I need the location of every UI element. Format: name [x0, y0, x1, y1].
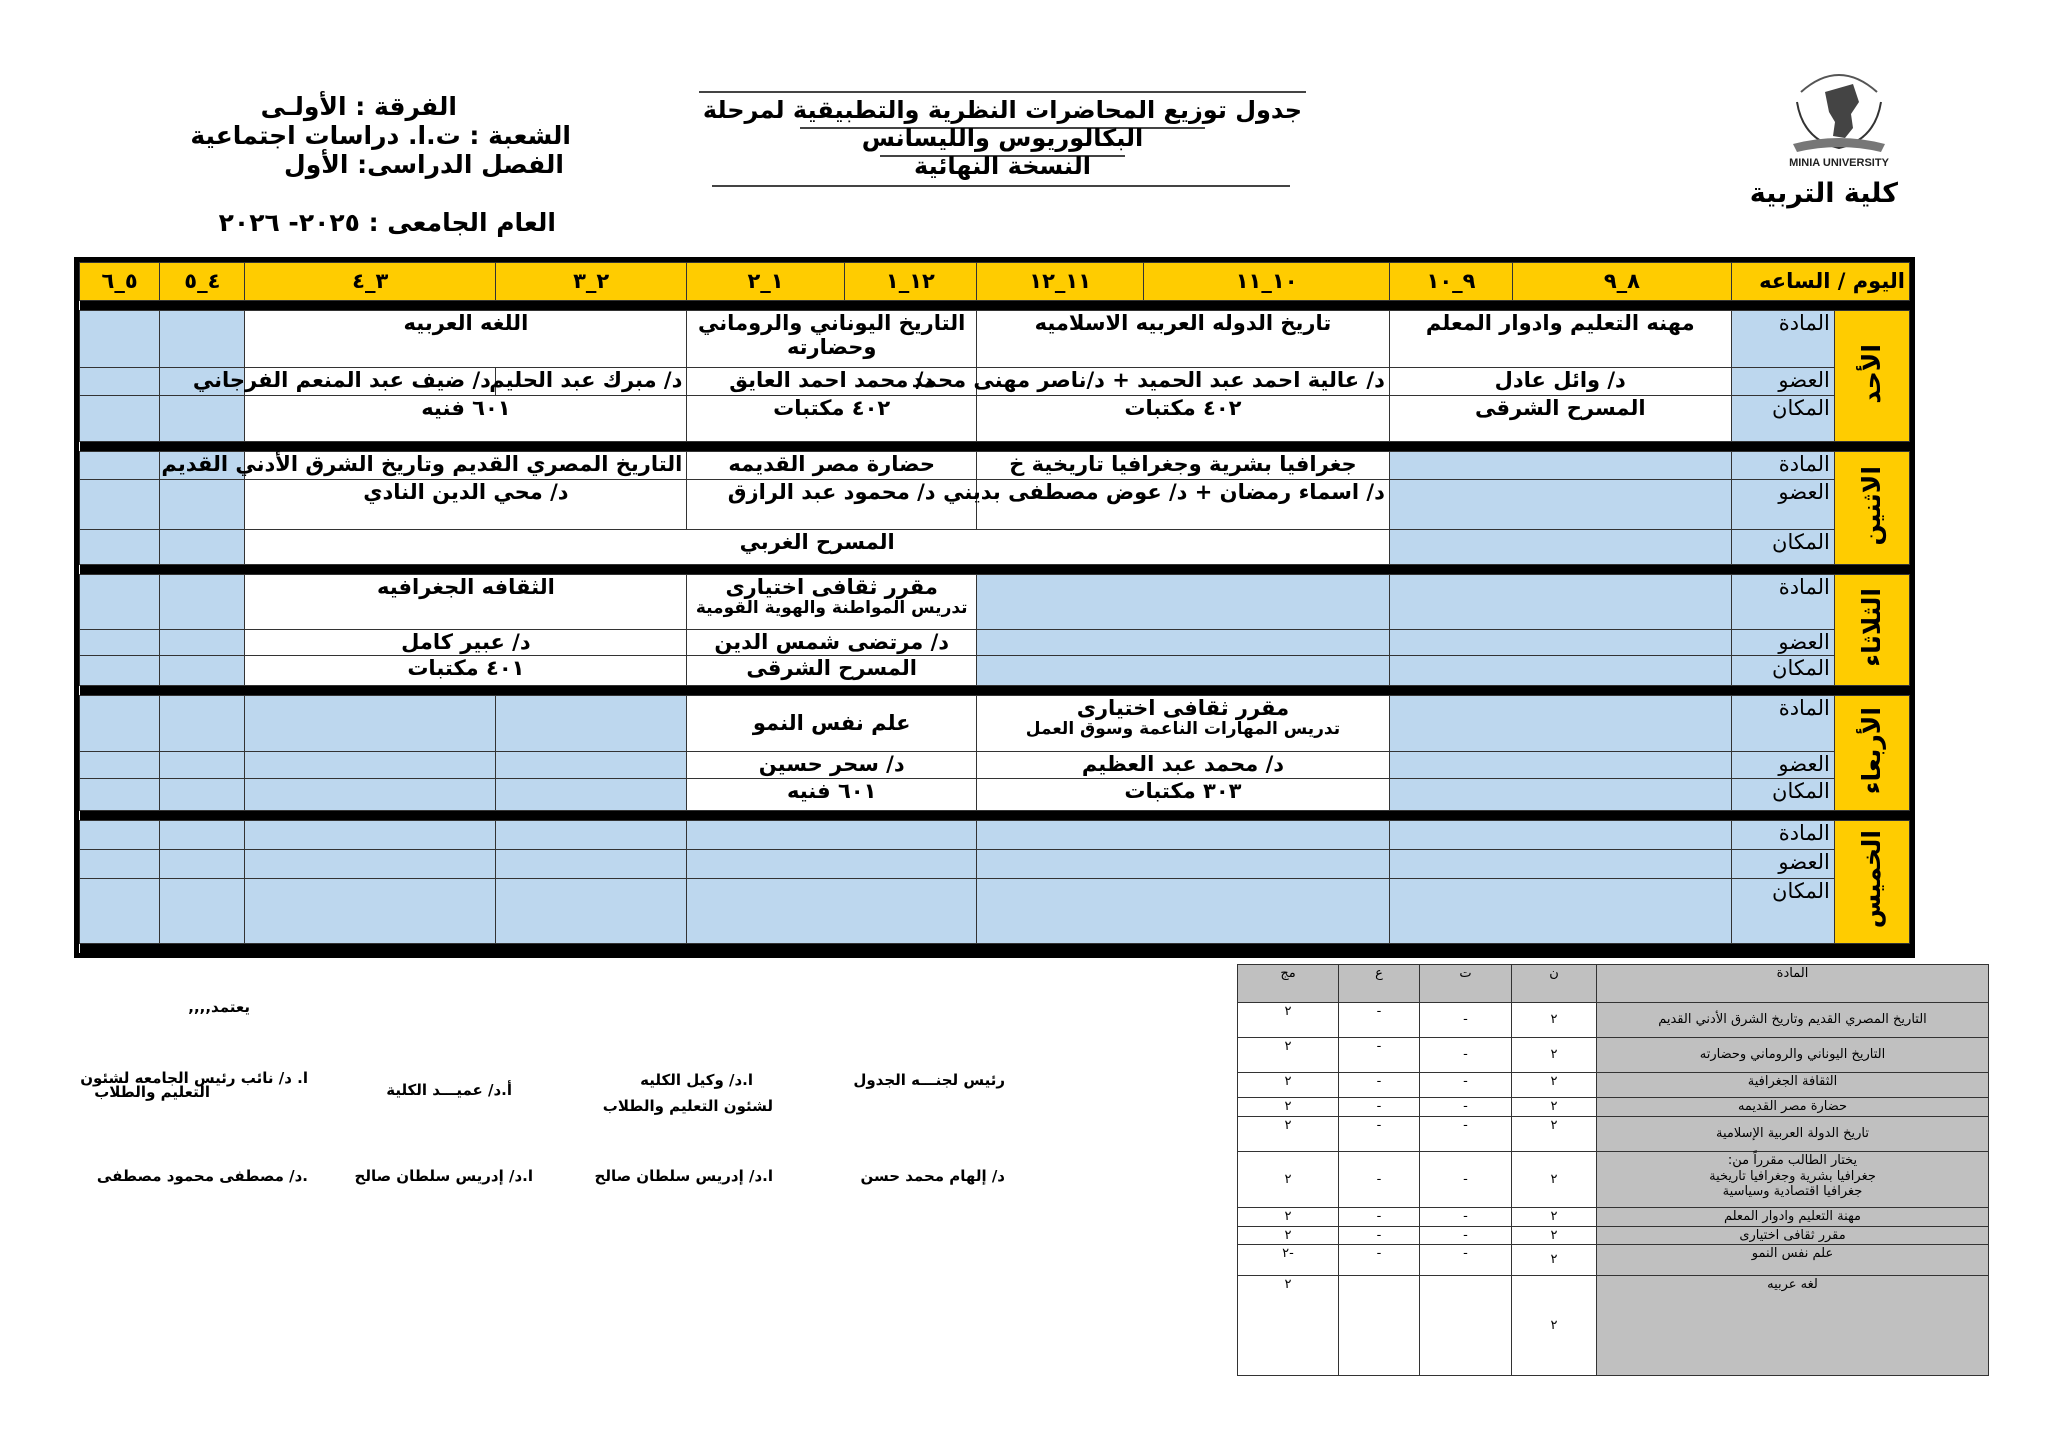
column-header: ن — [1512, 965, 1597, 1003]
credit-value — [1420, 1276, 1512, 1376]
subject-line: مقرر ثقافى اختيارى — [725, 575, 938, 599]
credit-value: - — [1339, 1152, 1420, 1208]
signature-title: التعليم والطلاب — [94, 1083, 210, 1101]
credit-subject: لغه عربيه — [1597, 1276, 1989, 1376]
slot-header: ٣_٤ — [245, 263, 496, 301]
row-label: المادة — [1731, 821, 1834, 850]
table-row — [1238, 1208, 1989, 1227]
class-subject — [687, 575, 977, 630]
empty-slot — [160, 396, 245, 442]
credit-subject: علم نفس النمو — [1597, 1245, 1989, 1276]
tuesday-subject-row — [80, 575, 1910, 630]
credit-value: - — [1420, 1245, 1512, 1276]
empty-slot — [80, 821, 160, 850]
table-row — [1238, 1003, 1989, 1038]
class-subject: علم نفس النمو — [687, 696, 977, 752]
class-subject: الثقافه الجغرافيه — [245, 575, 687, 630]
class-place: ٦٠١ فنيه — [687, 779, 977, 811]
table-row — [1238, 1117, 1989, 1152]
credits-header-row — [1238, 965, 1989, 1003]
monday-member-row — [80, 480, 1910, 530]
day-cell-thursday: الخميس — [1834, 821, 1909, 944]
empty-slot — [977, 656, 1390, 686]
credit-value: ٢ — [1512, 1003, 1597, 1038]
class-subject: تاريخ الدوله العربيه الاسلاميه — [977, 311, 1390, 368]
empty-slot — [80, 850, 160, 879]
separator — [80, 686, 1910, 696]
class-member: د/ عبير كامل — [245, 630, 687, 656]
subject-line: مقرر ثقافى اختيارى — [1076, 696, 1290, 720]
table-row — [1238, 1226, 1989, 1245]
tuesday-member-row — [80, 630, 1910, 656]
empty-slot — [160, 630, 245, 656]
class-member: د/ محمد عبد العظيم — [977, 752, 1390, 779]
credit-subject: التاريخ المصري القديم وتاريخ الشرق الأدني القديم — [1597, 1003, 1989, 1038]
credit-value: - — [1339, 1098, 1420, 1117]
nefertiti-emblem-icon — [1783, 62, 1895, 170]
class-subject: حضارة مصر القديمه — [687, 452, 977, 480]
empty-slot — [80, 368, 160, 396]
thursday-subject-row — [80, 821, 1910, 850]
empty-slot — [1389, 656, 1731, 686]
empty-slot — [687, 821, 977, 850]
credit-total: ٢ — [1238, 1152, 1339, 1208]
sunday-place-row — [80, 396, 1910, 442]
credit-value: ٢ — [1512, 1098, 1597, 1117]
class-member: د/ مبرك عبد الحليم — [495, 368, 686, 396]
empty-slot — [977, 879, 1390, 944]
credit-total: ٢ — [1238, 1208, 1339, 1227]
wednesday-member-row — [80, 752, 1910, 779]
credit-value: - — [1420, 1152, 1512, 1208]
slot-header: ٨_٩ — [1513, 263, 1731, 301]
table-row — [1238, 1152, 1989, 1208]
separator — [80, 811, 1910, 821]
schedule-header-row — [80, 263, 1910, 301]
empty-slot — [495, 879, 686, 944]
empty-slot — [80, 480, 160, 530]
empty-slot — [160, 752, 245, 779]
class-subject — [687, 311, 977, 368]
credit-value: - — [1420, 1038, 1512, 1073]
table-row — [1238, 1038, 1989, 1073]
wednesday-place-row — [80, 779, 1910, 811]
faculty-name: كلية التربية — [1749, 178, 1898, 209]
credit-hours-table — [1237, 964, 1988, 1376]
empty-slot — [245, 879, 496, 944]
wednesday-subject-row — [80, 696, 1910, 752]
class-place: ٤٠٢ مكتبات — [687, 396, 977, 442]
credit-value: - — [1420, 1073, 1512, 1098]
credit-total: ٢ — [1238, 1003, 1339, 1038]
table-row — [1238, 1098, 1989, 1117]
empty-slot — [1389, 696, 1731, 752]
row-label: المكان — [1731, 779, 1834, 811]
subject-line: جغرافيا بشرية وجغرافيا تاريخية — [1709, 1168, 1876, 1184]
table-row — [1238, 1245, 1989, 1276]
credit-total: -٢ — [1238, 1245, 1339, 1276]
row-label: العضو — [1731, 850, 1834, 879]
credit-total: ٢ — [1238, 1038, 1339, 1073]
slot-header: ٢_٣ — [495, 263, 686, 301]
empty-slot — [80, 311, 160, 368]
empty-slot — [1389, 530, 1731, 565]
class-place: ٤٠٢ مكتبات — [977, 396, 1390, 442]
sunday-subject-row — [80, 311, 1910, 368]
day-cell-wednesday: الأربعاء — [1834, 696, 1909, 811]
subject-line: التاريخ اليوناني والروماني — [698, 311, 966, 335]
credit-value: ٢ — [1512, 1226, 1597, 1245]
empty-slot — [160, 821, 245, 850]
signature-title: أ.د/ عميـــد الكلية — [386, 1081, 512, 1099]
class-member: د/ اسماء رمضان + د/ عوض مصطفى بديني — [977, 480, 1390, 530]
credit-total: ٢ — [1238, 1073, 1339, 1098]
separator — [80, 565, 1910, 575]
class-member: د/ سحر حسين — [687, 752, 977, 779]
empty-slot — [245, 779, 496, 811]
empty-slot — [80, 879, 160, 944]
separator — [80, 442, 1910, 452]
credit-value: ٢ — [1512, 1117, 1597, 1152]
class-member: د/ ضيف عبد المنعم الفرجاني — [245, 368, 496, 396]
row-label: المادة — [1731, 311, 1834, 368]
subject-subtitle: تدريس المهارات الناعمة وسوق العمل — [1025, 719, 1341, 740]
academic-year-label: العام الجامعى : ٢٠٢٥- ٢٠٢٦ — [218, 208, 556, 237]
credit-subject — [1597, 1152, 1989, 1208]
credit-value: - — [1420, 1003, 1512, 1038]
row-label: المادة — [1731, 696, 1834, 752]
table-row — [1238, 1073, 1989, 1098]
signature-title: ا.د/ وكيل الكليه — [640, 1071, 753, 1089]
credit-value: ٢ — [1512, 1208, 1597, 1227]
sunday-member-row — [80, 368, 1910, 396]
class-place: المسرح الشرقى — [1389, 396, 1731, 442]
empty-slot — [245, 752, 496, 779]
column-header: مج — [1238, 965, 1339, 1003]
row-label: المكان — [1731, 656, 1834, 686]
empty-slot — [80, 779, 160, 811]
svg-text:MINIA UNIVERSITY: MINIA UNIVERSITY — [1789, 157, 1889, 169]
level-label: الفرقة : الأولـى — [260, 92, 457, 121]
class-member: د/ محمد احمد العايق — [687, 368, 977, 396]
monday-subject-row — [80, 452, 1910, 480]
credit-subject: حضارة مصر القديمه — [1597, 1098, 1989, 1117]
empty-slot — [977, 821, 1390, 850]
subject-subtitle: تدريس المواطنة والهوية القومية — [695, 598, 968, 619]
class-place: ٣٠٣ مكتبات — [977, 779, 1390, 811]
university-logo — [1783, 62, 1895, 170]
credit-total: ٢ — [1238, 1276, 1339, 1376]
empty-slot — [1389, 452, 1731, 480]
page-subtitle: البكالوريوس والليسانس — [861, 124, 1144, 152]
signature-title: ا. د/ نائب رئيس الجامعه لشئون — [80, 1069, 308, 1087]
credit-value: - — [1420, 1226, 1512, 1245]
empty-slot — [245, 850, 496, 879]
empty-slot — [245, 696, 496, 752]
empty-slot — [80, 656, 160, 686]
signature-title: لشئون التعليم والطلاب — [602, 1097, 773, 1115]
title-top-rule — [699, 91, 1306, 93]
schedule-table — [74, 257, 1915, 958]
credit-value: - — [1339, 1073, 1420, 1098]
empty-slot — [1389, 480, 1731, 530]
version-label: النسخة النهائية — [914, 152, 1091, 180]
class-place: ٦٠١ فنيه — [245, 396, 687, 442]
subject-line: جغرافيا اقتصادية وسياسية — [1722, 1184, 1863, 1200]
credit-total: ٢ — [1238, 1098, 1339, 1117]
empty-slot — [160, 530, 245, 565]
separator — [80, 301, 1910, 311]
empty-slot — [160, 779, 245, 811]
empty-slot — [1389, 879, 1731, 944]
class-subject: اللغه العربيه — [245, 311, 687, 368]
credit-value: ٢ — [1512, 1245, 1597, 1276]
empty-slot — [160, 879, 245, 944]
empty-slot — [80, 696, 160, 752]
empty-slot — [80, 752, 160, 779]
credit-value: - — [1339, 1226, 1420, 1245]
class-place: المسرح الغربي — [245, 530, 1389, 565]
day-cell-tuesday: الثلاثاء — [1834, 575, 1909, 686]
slot-header: ٥_٦ — [80, 263, 160, 301]
approval-label: يعتمد,,,, — [188, 998, 250, 1016]
empty-slot — [977, 630, 1390, 656]
class-subject: التاريخ المصري القديم وتاريخ الشرق الأدني القديم — [245, 452, 687, 480]
empty-slot — [495, 850, 686, 879]
class-place: المسرح الشرقى — [687, 656, 977, 686]
empty-slot — [495, 821, 686, 850]
day-hour-header: اليوم / الساعه — [1731, 263, 1909, 301]
empty-slot — [160, 850, 245, 879]
empty-slot — [977, 575, 1390, 630]
row-label: العضو — [1731, 368, 1834, 396]
thursday-place-row — [80, 879, 1910, 944]
row-label: العضو — [1731, 752, 1834, 779]
empty-slot — [160, 575, 245, 630]
credit-value: ٢ — [1512, 1073, 1597, 1098]
row-label: المادة — [1731, 575, 1834, 630]
empty-slot — [495, 779, 686, 811]
day-cell-monday: الاثنين — [1834, 452, 1909, 565]
class-subject — [977, 696, 1390, 752]
empty-slot — [495, 752, 686, 779]
credit-subject: الثقافة الجغرافية — [1597, 1073, 1989, 1098]
credit-value: - — [1339, 1003, 1420, 1038]
credit-value: ٢ — [1512, 1276, 1597, 1376]
signatory-name: ا.د/ إدريس سلطان صالح — [354, 1167, 533, 1185]
slot-header: ٤_٥ — [160, 263, 245, 301]
page-title: جدول توزيع المحاضرات النظرية والتطبيقية لمرحلة — [702, 96, 1303, 124]
class-subject: مهنه التعليم وادوار المعلم — [1389, 311, 1731, 368]
row-label: العضو — [1731, 480, 1834, 530]
empty-slot — [687, 879, 977, 944]
signatory-name: د/ إلهام محمد حسن — [860, 1167, 1005, 1185]
credit-value: - — [1420, 1098, 1512, 1117]
credit-subject: مقرر ثقافى اختيارى — [1597, 1226, 1989, 1245]
tuesday-place-row — [80, 656, 1910, 686]
subject-line: يختار الطالب مقرراً من: — [1727, 1153, 1858, 1168]
credit-value: - — [1420, 1208, 1512, 1227]
class-member: د/ عالية احمد عبد الحميد + د/ناصر مهنى محمد — [977, 368, 1390, 396]
empty-slot — [1389, 630, 1731, 656]
slot-header: ٩_١٠ — [1389, 263, 1512, 301]
empty-slot — [80, 575, 160, 630]
semester-label: الفصل الدراسى: الأول — [284, 150, 564, 179]
credit-value: - — [1339, 1117, 1420, 1152]
row-label: المادة — [1731, 452, 1834, 480]
empty-slot — [1389, 779, 1731, 811]
credit-subject: تاريخ الدولة العربية الإسلامية — [1597, 1117, 1989, 1152]
class-member: د/ محمود عبد الرازق — [687, 480, 977, 530]
empty-slot — [160, 696, 245, 752]
day-cell-sunday: الأحد — [1834, 311, 1909, 442]
class-member: د/ وائل عادل — [1389, 368, 1731, 396]
empty-slot — [80, 530, 160, 565]
credit-value: - — [1339, 1245, 1420, 1276]
credit-value: - — [1420, 1117, 1512, 1152]
class-member: د/ مرتضى شمس الدين — [687, 630, 977, 656]
credit-total: ٢ — [1238, 1226, 1339, 1245]
row-label: المكان — [1731, 879, 1834, 944]
credit-value: ٢ — [1512, 1038, 1597, 1073]
empty-slot — [80, 630, 160, 656]
empty-slot — [1389, 575, 1731, 630]
title-bottom-rule — [712, 185, 1290, 187]
slot-header: ١_٢ — [687, 263, 844, 301]
empty-slot — [687, 850, 977, 879]
slot-header: ١٠_١١ — [1144, 263, 1390, 301]
class-member: د/ محي الدين النادي — [245, 480, 687, 530]
empty-slot — [160, 656, 245, 686]
empty-slot — [977, 850, 1390, 879]
empty-slot — [1389, 752, 1731, 779]
signature-title: رئيس لجنـــه الجدول — [853, 1071, 1005, 1089]
credit-value — [1339, 1276, 1420, 1376]
row-label: المكان — [1731, 530, 1834, 565]
empty-slot — [495, 696, 686, 752]
slot-header: ١٢_١ — [844, 263, 976, 301]
credit-value: ٢ — [1512, 1152, 1597, 1208]
signatory-name: ا.د/ إدريس سلطان صالح — [594, 1167, 773, 1185]
column-header: ت — [1420, 965, 1512, 1003]
row-label: العضو — [1731, 630, 1834, 656]
table-row — [1238, 1276, 1989, 1376]
column-header: المادة — [1597, 965, 1989, 1003]
credit-value: - — [1339, 1038, 1420, 1073]
empty-slot — [1389, 850, 1731, 879]
class-subject: جغرافيا بشرية وجغرافيا تاريخية خ — [977, 452, 1390, 480]
subject-line: وحضارته — [786, 335, 877, 360]
credit-total: ٢ — [1238, 1117, 1339, 1152]
credit-subject: التاريخ اليوناني والروماني وحضارته — [1597, 1038, 1989, 1073]
division-label: الشعبة : ت.ا. دراسات اجتماعية — [190, 121, 571, 150]
column-header: ع — [1339, 965, 1420, 1003]
signatory-name: .د/ مصطفى محمود مصطفى — [96, 1167, 308, 1185]
separator — [80, 944, 1910, 954]
empty-slot — [80, 396, 160, 442]
empty-slot — [1389, 821, 1731, 850]
empty-slot — [245, 821, 496, 850]
credit-subject: مهنة التعليم وادوار المعلم — [1597, 1208, 1989, 1227]
empty-slot — [160, 480, 245, 530]
class-place: ٤٠١ مكتبات — [245, 656, 687, 686]
empty-slot — [160, 311, 245, 368]
row-label: المكان — [1731, 396, 1834, 442]
slot-header: ١١_١٢ — [977, 263, 1144, 301]
empty-slot — [80, 452, 160, 480]
thursday-member-row — [80, 850, 1910, 879]
credit-value: - — [1339, 1208, 1420, 1227]
monday-place-row — [80, 530, 1910, 565]
